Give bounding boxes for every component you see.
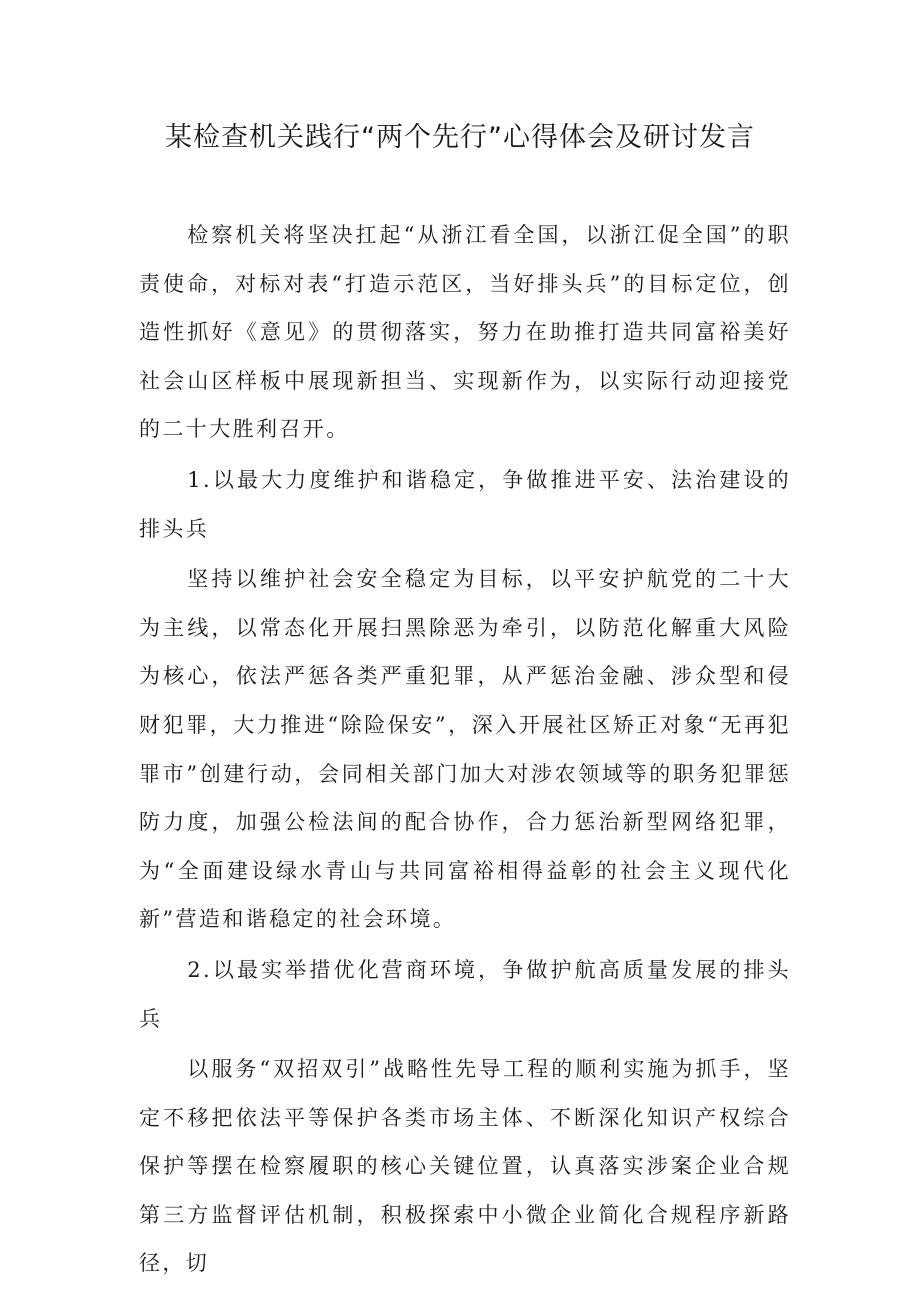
paragraph-section-2: 以服务“双招双引”战略性先导工程的顺利实施为抓手，坚定不移把依法平等保护各类市场主体、不断深化知识产权综合保护等摆在检察履职的核心关键位置，认真落实涉案企业合规第三方监督评估机制，积极探索中小微企业简化合规程序新路径，切 (139, 1057, 791, 1276)
section-heading-1: 1.以最大力度维护和谐稳定，争做推进平安、法治建设的排头兵 (139, 467, 791, 541)
paragraph-section-1: 坚持以维护社会安全稳定为目标，以平安护航党的二十大为主线，以常态化开展扫黑除恶为牵引，以防范化解重大风险为核心，依法严惩各类严重犯罪，从严惩治金融、涉众型和侵财犯罪，大力推进“除险保安”，深入开展社区矫正对象“无再犯罪市”创建行动，会同相关部门加大对涉农领域等的职务犯罪惩防力度，加强公检法间的配合协作，合力惩治新型网络犯罪，为“全面建设绿水青山与共同富裕相得益彰的社会主义现代化新”营造和谐稳定的社会环境。 (139, 567, 791, 932)
document-title: 某检查机关践行“两个先行”心得体会及研讨发言 (165, 122, 755, 153)
document-body (139, 211, 791, 1288)
section-heading-2: 2.以最实举措优化营商环境，争做护航高质量发展的排头兵 (139, 957, 791, 1031)
paragraph-intro: 检察机关将坚决扛起“从浙江看全国，以浙江促全国”的职责使命，对标对表“打造示范区，当好排头兵”的目标定位，创造性抓好《意见》的贯彻落实，努力在助推打造共同富裕美好社会山区样板中展现新担当、实现新作为，以实际行动迎接党的二十大胜利召开。 (139, 223, 791, 442)
